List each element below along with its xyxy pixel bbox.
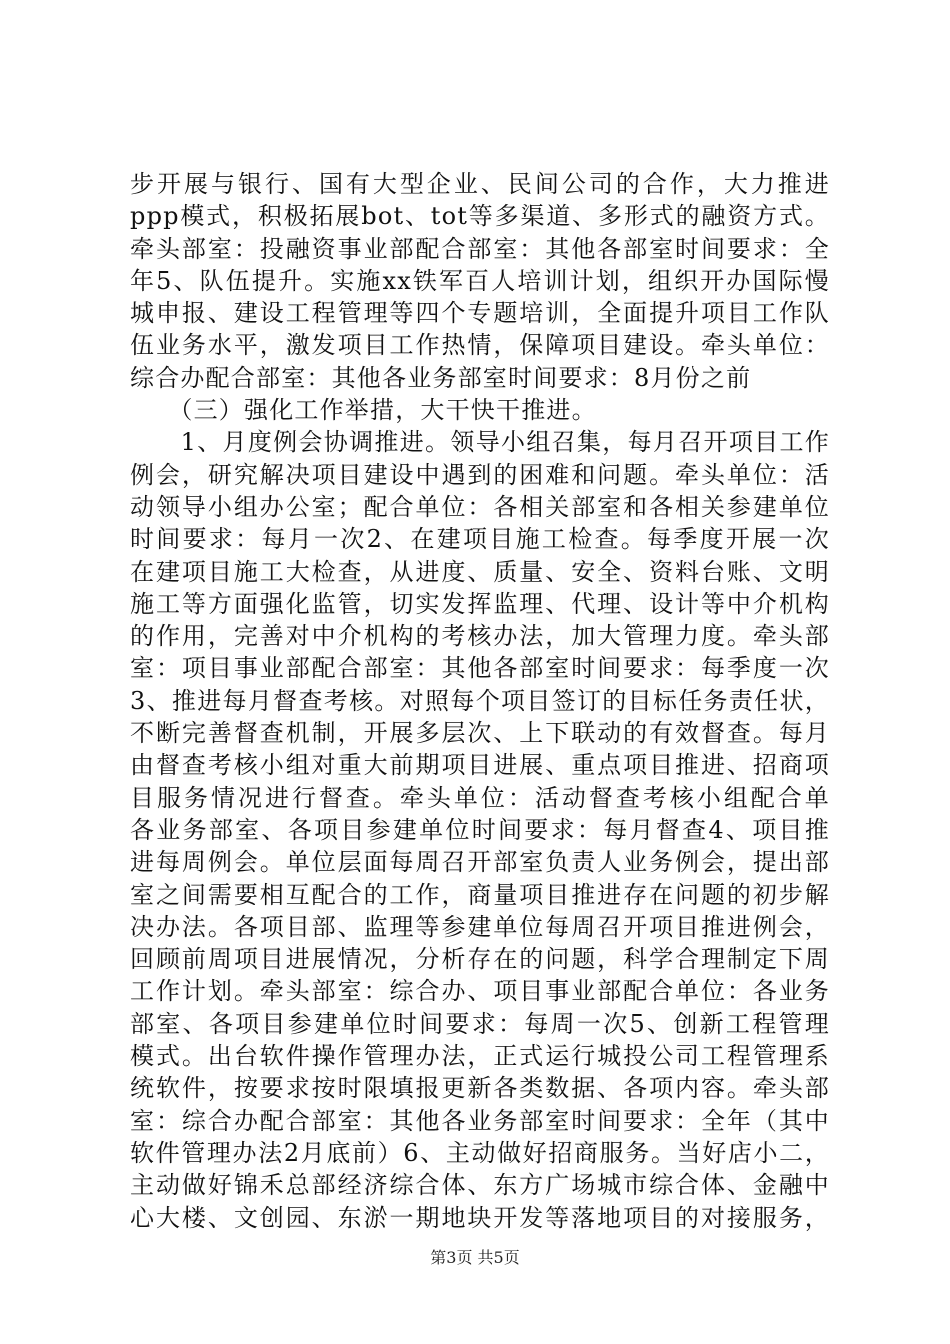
text-line: 回顾前周项目进展情况，分析存在的问题，科学合理制定下周 <box>130 945 830 974</box>
document-body <box>130 168 830 1234</box>
text-line: 目服务情况进行督查。牵头单位：活动督查考核小组配合单 <box>130 783 830 812</box>
text-line: 室之间需要相互配合的工作，商量项目推进存在问题的初步解 <box>130 880 830 909</box>
text-line: 不断完善督查机制，开展多层次、上下联动的有效督查。每月 <box>130 719 830 748</box>
text-line: 在建项目施工大检查，从进度、质量、安全、资料台账、文明 <box>130 557 830 586</box>
text-line: 由督查考核小组对重大前期项目进展、重点项目推进、招商项 <box>130 751 830 780</box>
text-line: 的作用，完善对中介机构的考核办法，加大管理力度。牵头部 <box>130 622 830 651</box>
text-line: 部室、各项目参建单位时间要求：每周一次5、创新工程管理 <box>130 1009 830 1038</box>
text-line: 决办法。各项目部、监理等参建单位每周召开项目推进例会， <box>130 912 830 941</box>
text-line: 城申报、建设工程管理等四个专题培训，全面提升项目工作队 <box>130 299 830 328</box>
page-number-footer: 第3页 共5页 <box>430 1248 520 1267</box>
text-line: ppp模式，积极拓展bot、tot等多渠道、多形式的融资方式。 <box>130 202 830 231</box>
text-line: 动领导小组办公室；配合单位：各相关部室和各相关参建单位 <box>130 492 830 521</box>
text-line: 3、推进每月督查考核。对照每个项目签订的目标任务责任状， <box>130 686 830 715</box>
text-line: 软件管理办法2月底前）6、主动做好招商服务。当好店小二， <box>130 1138 830 1167</box>
text-line: 工作计划。牵头部室：综合办、项目事业部配合单位：各业务 <box>130 977 830 1006</box>
text-line: 进每周例会。单位层面每周召开部室负责人业务例会，提出部 <box>130 848 830 877</box>
text-line: 主动做好锦禾总部经济综合体、东方广场城市综合体、金融中 <box>130 1171 830 1200</box>
text-line: 室：综合办配合部室：其他各业务部室时间要求：全年（其中 <box>130 1106 830 1135</box>
text-line: 心大楼、文创园、东淤一期地块开发等落地项目的对接服务， <box>130 1203 830 1232</box>
text-line: 例会，研究解决项目建设中遇到的困难和问题。牵头单位：活 <box>130 460 830 489</box>
text-line: 1、月度例会协调推进。领导小组召集，每月召开项目工作 <box>130 428 830 457</box>
text-line: 伍业务水平，激发项目工作热情，保障项目建设。牵头单位： <box>130 331 830 360</box>
text-line: 模式。出台软件操作管理办法，正式运行城投公司工程管理系 <box>130 1042 830 1071</box>
text-line: 时间要求：每月一次2、在建项目施工检查。每季度开展一次 <box>130 525 830 554</box>
text-line: 施工等方面强化监管，切实发挥监理、代理、设计等中介机构 <box>130 589 830 618</box>
text-line: 室：项目事业部配合部室：其他各部室时间要求：每季度一次 <box>130 654 830 683</box>
text-line: 年5、队伍提升。实施xx铁军百人培训计划，组织开办国际慢 <box>130 266 830 295</box>
text-line: 步开展与银行、国有大型企业、民间公司的合作，大力推进 <box>130 170 830 198</box>
text-line: 牵头部室：投融资事业部配合部室：其他各部室时间要求：全 <box>130 234 830 263</box>
text-line: 统软件，按要求按时限填报更新各类数据、各项内容。牵头部 <box>130 1074 830 1103</box>
section-heading: （三）强化工作举措，大干快干推进。 <box>130 396 597 425</box>
text-line: 综合办配合部室：其他各业务部室时间要求：8月份之前 <box>130 363 752 392</box>
text-line: 各业务部室、各项目参建单位时间要求：每月督查4、项目推 <box>130 815 830 844</box>
